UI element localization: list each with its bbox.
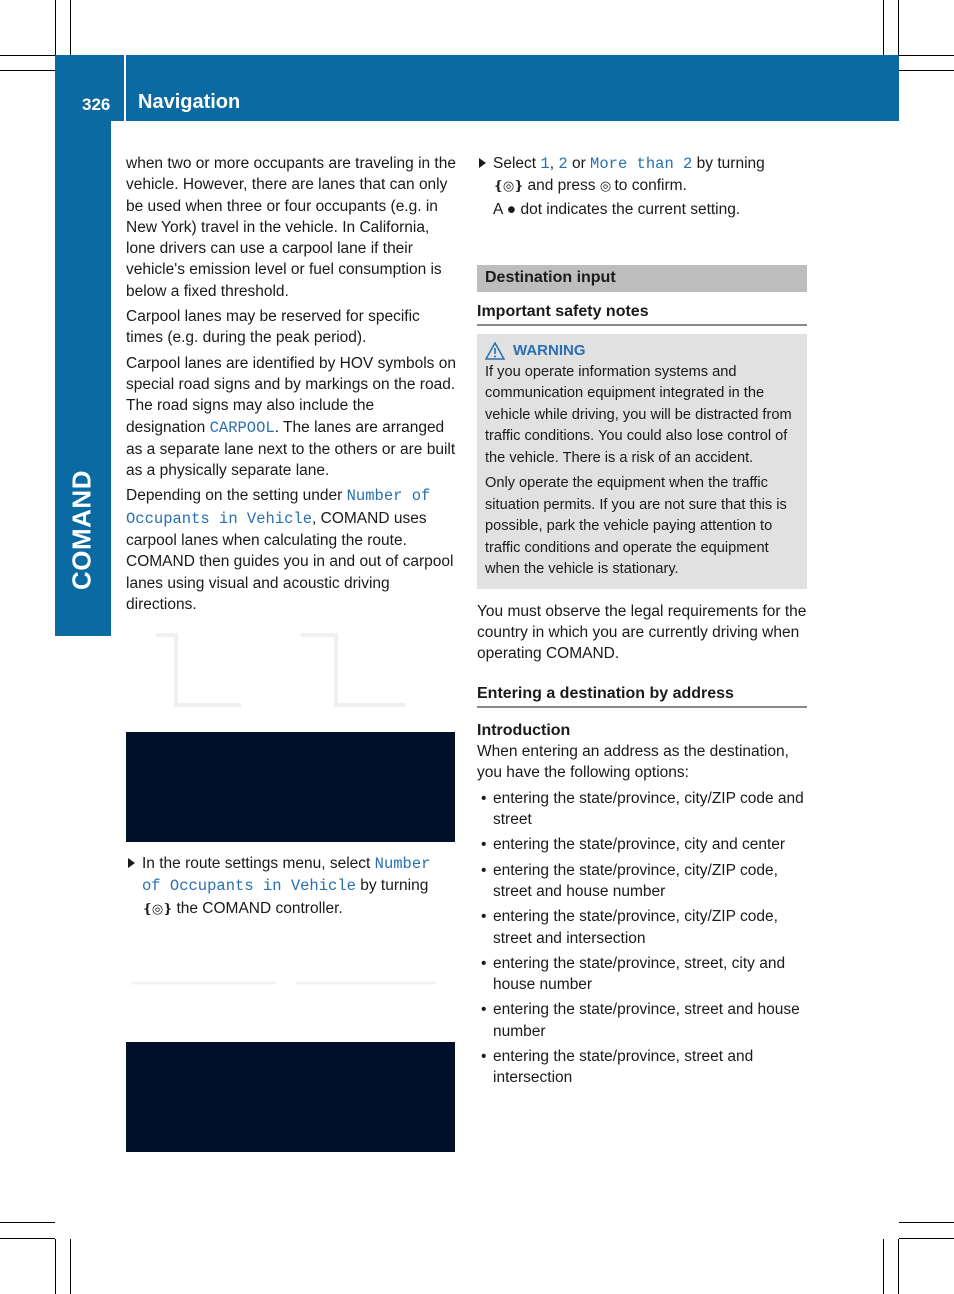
step-arrow-icon [479, 158, 486, 168]
crop-mark [883, 0, 884, 55]
body-paragraph: when two or more occupants are traveling in the vehicle. However, there are lanes that can only be used when three or four occupants (e.g. in New York) travel in the vehicle. In California, lone drivers can use a carpool lane if their vehicle's emission level or fuel consumption is below a fixed threshold. [126, 155, 456, 300]
crop-mark [70, 0, 71, 55]
option-2: 2 [558, 155, 568, 173]
body-paragraph: Depending on the setting under Number of Occupants in Vehicle, COMAND uses carpool lanes when calculating the route. COMAND then guides you in and out of carpool lanes using visual and acoustic driving directions. [126, 487, 454, 613]
list-item: • entering the state/province, city/ZIP code and street [477, 788, 807, 831]
crop-mark [70, 1239, 71, 1294]
crop-mark [55, 0, 56, 55]
crop-mark [898, 0, 899, 55]
instruction-step: In the route settings menu, select Number of Occupants in Vehicle by turning ❴◎❵ the COMAND controller. [126, 853, 456, 920]
crop-mark [0, 55, 55, 56]
right-column [477, 153, 807, 1093]
section-heading: Destination input [477, 265, 807, 292]
crop-mark [55, 1239, 56, 1294]
address-options-list [477, 788, 807, 1089]
faded-icon-graphic [126, 965, 456, 1010]
step-block [126, 853, 456, 920]
controller-press-icon: ◎ [599, 179, 611, 195]
step-arrow-icon [128, 858, 135, 868]
subsection-heading: Entering a destination by address [477, 683, 807, 708]
warning-title: WARNING [485, 340, 799, 362]
crop-mark [898, 1239, 899, 1294]
crop-mark [0, 1222, 55, 1223]
screen-image [126, 1042, 455, 1152]
step-note: A ● dot indicates the current setting. [493, 200, 741, 218]
list-item: • entering the state/province, city/ZIP code, street and house number [477, 860, 807, 903]
section-title: Navigation [138, 91, 241, 113]
screen-image [126, 732, 455, 842]
list-item: • entering the state/province, city/ZIP code, street and intersection [477, 906, 807, 949]
minor-heading: Introduction [477, 721, 571, 739]
subsection-heading: Important safety notes [477, 301, 807, 326]
side-tab-label: COMAND [66, 470, 97, 590]
body-paragraph: Carpool lanes are identified by HOV symbols on special road signs and by markings on the road. The road signs may also include the designation CARPOOL. The lanes are arranged as a separate lane next to the others or are built as a physically separate lane. [126, 354, 456, 480]
crop-mark [0, 70, 55, 71]
warning-text: If you operate information systems and communication equipment integrated in the vehicle while driving, you will be distracted from traffic conditions. You could also lose control of the vehicle. There is a risk of an accident. [485, 363, 792, 466]
crop-mark [899, 70, 954, 71]
body-paragraph: When entering an address as the destination, you have the following options: [477, 743, 789, 782]
crop-mark [0, 1238, 55, 1239]
option-more-than-2: More than 2 [590, 155, 693, 173]
list-item: • entering the state/province, street and house number [477, 999, 807, 1042]
warning-triangle-icon [485, 342, 505, 360]
menu-item-reference: Number of Occupants in Vehicle [126, 487, 431, 528]
warning-box [477, 334, 807, 589]
crop-mark [899, 1222, 954, 1223]
list-item: • entering the state/province, street and intersection [477, 1046, 807, 1089]
instruction-step: Select 1, 2 or More than 2 by turning ❴◎❵ and press ◎ to confirm. A ● dot indicates the current setting. [477, 153, 807, 220]
crop-mark [899, 55, 954, 56]
warning-text: Only operate the equipment when the traffic situation permits. If you are not sure that this is possible, park the vehicle paying attention to traffic conditions and operate the equipment when the vehicle is stationary. [485, 475, 787, 578]
body-paragraph: You must observe the legal requirements for the country in which you are currently driving when operating COMAND. [477, 602, 807, 663]
list-item: • entering the state/province, street, city and house number [477, 953, 807, 996]
crop-mark [899, 1238, 954, 1239]
carpool-code: CARPOOL [209, 418, 275, 437]
left-column [126, 153, 456, 619]
header-divider [124, 55, 126, 121]
controller-turn-icon: ❴◎❵ [493, 179, 524, 195]
list-item: • entering the state/province, city and center [477, 834, 807, 855]
crop-mark [883, 1239, 884, 1294]
menu-item-reference: Number of Occupants in Vehicle [142, 855, 431, 896]
page-number: 326 [82, 95, 111, 114]
body-paragraph: Carpool lanes may be reserved for specific times (e.g. during the peak period). [126, 308, 420, 347]
controller-turn-icon: ❴◎❵ [142, 901, 173, 917]
faded-icon-graphic [126, 625, 456, 725]
option-1: 1 [540, 155, 550, 173]
